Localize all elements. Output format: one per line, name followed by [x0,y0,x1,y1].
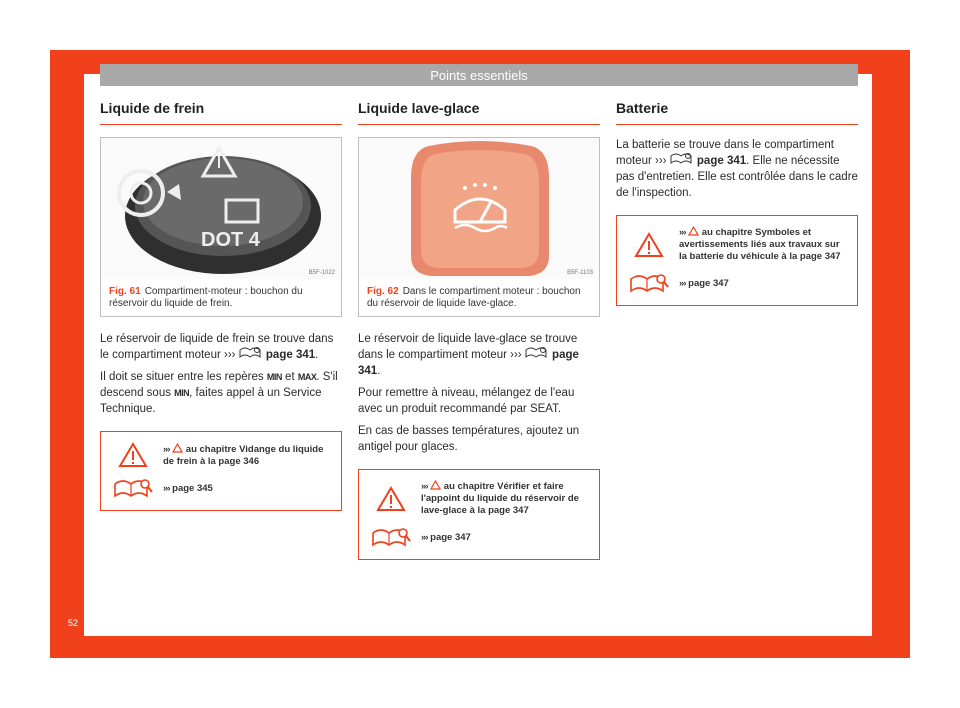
section-title: Batterie [616,96,858,125]
warning-reference[interactable] [163,443,333,468]
reference-arrows: ››› [421,532,428,543]
figure-code: B5F-1103 [567,270,593,276]
paragraph-text: . Elle ne nécessite pas d'entretien. Elle est contrôlée dans le cadre de l'inspection. [616,155,858,199]
callout-box [616,215,858,306]
page-reference-text: page 345 [172,483,213,494]
section-title: Liquide lave-glace [358,96,600,125]
page-link[interactable]: page 341 [265,349,316,361]
book-wrench-icon [113,478,153,500]
paragraph-text: La batterie se trouve dans le compartiment moteur [616,139,834,167]
warning-reference-text: au chapitre Symboles et avertissements liés aux travaux sur la batterie du véhicule à la page 347 [679,227,841,262]
reference-arrows: ››› [163,483,170,494]
section-title: Liquide de frein [100,96,342,125]
book-wrench-icon [629,273,669,295]
paragraph-text: . S'il descend sous [100,371,338,399]
figure-caption-text: Compartiment-moteur : bouchon du réservoir du liquide de frein. [109,286,303,309]
brake-cap-illustration [101,138,341,279]
page-reference-text: page 347 [688,278,729,289]
callout-box [100,431,342,511]
paragraph-text: Il doit se situer entre les repères [100,371,264,383]
page-reference[interactable] [421,532,591,544]
column-battery [616,96,858,306]
figure-number: Fig. 61 [109,286,141,297]
paragraph-text: , faites appel à un Service Technique. [100,387,322,415]
warning-reference-text: au chapitre Vidange du liquide de frein à la page 346 [163,443,324,467]
washer-cap-illustration [359,138,599,279]
warning-reference-text: au chapitre Vérifier et faire l'appoint du liquide du réservoir de lave-glace à la page 347 [421,481,579,516]
figure-caption [101,279,341,310]
paragraph-text: Le réservoir de liquide de frein se trouve dans le compartiment moteur [100,333,334,361]
figure-caption [359,279,599,310]
reference-arrows: ››› [679,278,686,289]
figure-number: Fig. 62 [367,286,399,297]
reference-arrows: ››› [224,349,236,361]
page-link[interactable]: page 341 [696,155,747,167]
column-brake-fluid [100,96,342,511]
section-header-bar [100,64,858,86]
brake-fluid-cap-image [101,138,341,279]
reference-arrows: ››› [510,349,522,361]
paragraph-text: et [285,371,295,383]
paragraph [616,137,858,201]
figure-caption-text: Dans le compartiment moteur : bouchon du réservoir de liquide lave-glace. [367,286,581,309]
figure-code: B5F-1022 [308,270,335,276]
paragraph [358,331,600,379]
cap-label: DOT 4 [201,229,260,251]
paragraph [100,331,342,363]
page-number: 52 [68,618,79,628]
warning-small-icon [688,226,699,236]
max-marker: MAX [297,372,317,382]
book-wrench-icon [670,153,694,165]
paragraph: Pour remettre à niveau, mélangez de l'eau avec un produit recommandé par SEAT. [358,387,575,415]
paragraph: En cas de basses températures, ajoutez un antigel pour glaces. [358,425,580,453]
header-title: Points essentiels [430,67,528,83]
reference-arrows: ››› [421,481,428,492]
warning-reference[interactable] [679,226,849,263]
callout-box [358,469,600,560]
page-link[interactable]: page 341 [358,349,579,377]
page-reference[interactable] [679,278,849,290]
book-wrench-icon [239,347,263,359]
reference-arrows: ››› [655,155,667,167]
warning-small-icon [172,443,183,453]
paragraph-text: . [377,365,381,377]
reference-arrows: ››› [163,443,170,455]
washer-fluid-cap-image [359,138,599,279]
paragraph-text: . [315,349,319,361]
page-reference[interactable] [163,483,333,495]
page-reference-text: page 347 [430,532,471,543]
reference-arrows: ››› [679,227,686,238]
min-marker: MIN [266,372,282,382]
column-washer-fluid [358,96,600,560]
book-wrench-icon [371,527,411,549]
warning-small-icon [430,480,441,490]
figure-62 [358,137,600,317]
warning-triangle-icon [376,486,406,512]
book-wrench-icon [525,347,549,359]
paragraph [100,369,342,417]
paragraph-text: Le réservoir de liquide lave-glace se trouve dans le compartiment moteur [358,333,578,361]
warning-triangle-icon [634,232,664,258]
warning-triangle-icon [118,442,148,468]
min-marker: MIN [174,388,190,398]
warning-reference[interactable] [421,480,591,517]
figure-61 [100,137,342,317]
